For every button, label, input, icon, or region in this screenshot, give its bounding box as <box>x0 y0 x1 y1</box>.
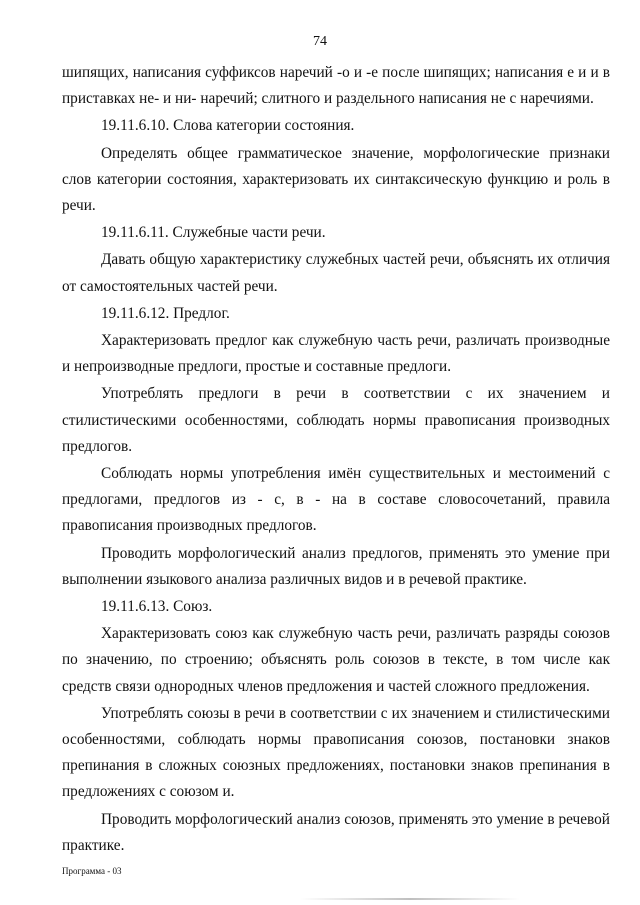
paragraph-preposition-analysis: Проводить морфологический анализ предлогов, применять это умение при выполнении языкового анализа различных видов и в речевой практике. <box>62 544 610 588</box>
section-heading-words-of-state: 19.11.6.10. Слова категории состояния. <box>101 117 355 135</box>
paragraph-words-of-state: Определять общее грамматическое значение, морфологические признаки слов категории состояния, характеризовать их синтаксическую функцию и роль в речи. <box>62 144 610 215</box>
page-number: 74 <box>313 34 327 49</box>
section-heading-preposition: 19.11.6.12. Предлог. <box>101 304 230 322</box>
scan-edge-shadow <box>300 898 520 900</box>
paragraph-function-words: Давать общую характеристику служебных частей речи, объяснять их отличия от самостоятельных частей речи. <box>62 251 610 295</box>
paragraph-preposition-norms: Соблюдать нормы употребления имён существительных и местоимений с предлогами, предлогов из - с, в - на в составе словосочетаний, правила правописания производных предлогов. <box>62 465 610 535</box>
paragraph-conjunction-analysis: Проводить морфологический анализ союзов, применять это умение в речевой практике. <box>62 810 610 854</box>
paragraph-continued: шипящих, написания суффиксов наречий -о и -е после шипящих; написания е и и в приставках не- и ни- наречий; слитного и раздельного написания не с наречиями. <box>62 64 610 108</box>
paragraph-preposition-characterize: Характеризовать предлог как служебную часть речи, различать производные и непроизводные предлоги, простые и составные предлоги. <box>62 332 610 376</box>
paragraph-preposition-usage: Употреблять предлоги в речи в соответствии с их значением и стилистическими особенностями, соблюдать нормы правописания производных предлогов. <box>62 385 610 455</box>
paragraph-conjunction-usage: Употреблять союзы в речи в соответствии с их значением и стилистическими особенностями, соблюдать нормы правописания союзов, постановки знаков препинания в сложных союзных предложениях, постановки знаков препинания в предложениях с союзом и. <box>62 704 610 801</box>
page-footer: Программа - 03 <box>62 866 122 876</box>
section-heading-conjunction: 19.11.6.13. Союз. <box>101 598 213 616</box>
section-heading-function-words: 19.11.6.11. Служебные части речи. <box>101 224 326 242</box>
page-body <box>62 60 610 859</box>
paragraph-conjunction-characterize: Характеризовать союз как служебную часть речи, различать разряды союзов по значению, по строению; объяснять роль союзов в тексте, в том числе как средств связи однородных членов предложения и частей сложного предложения. <box>62 625 610 695</box>
